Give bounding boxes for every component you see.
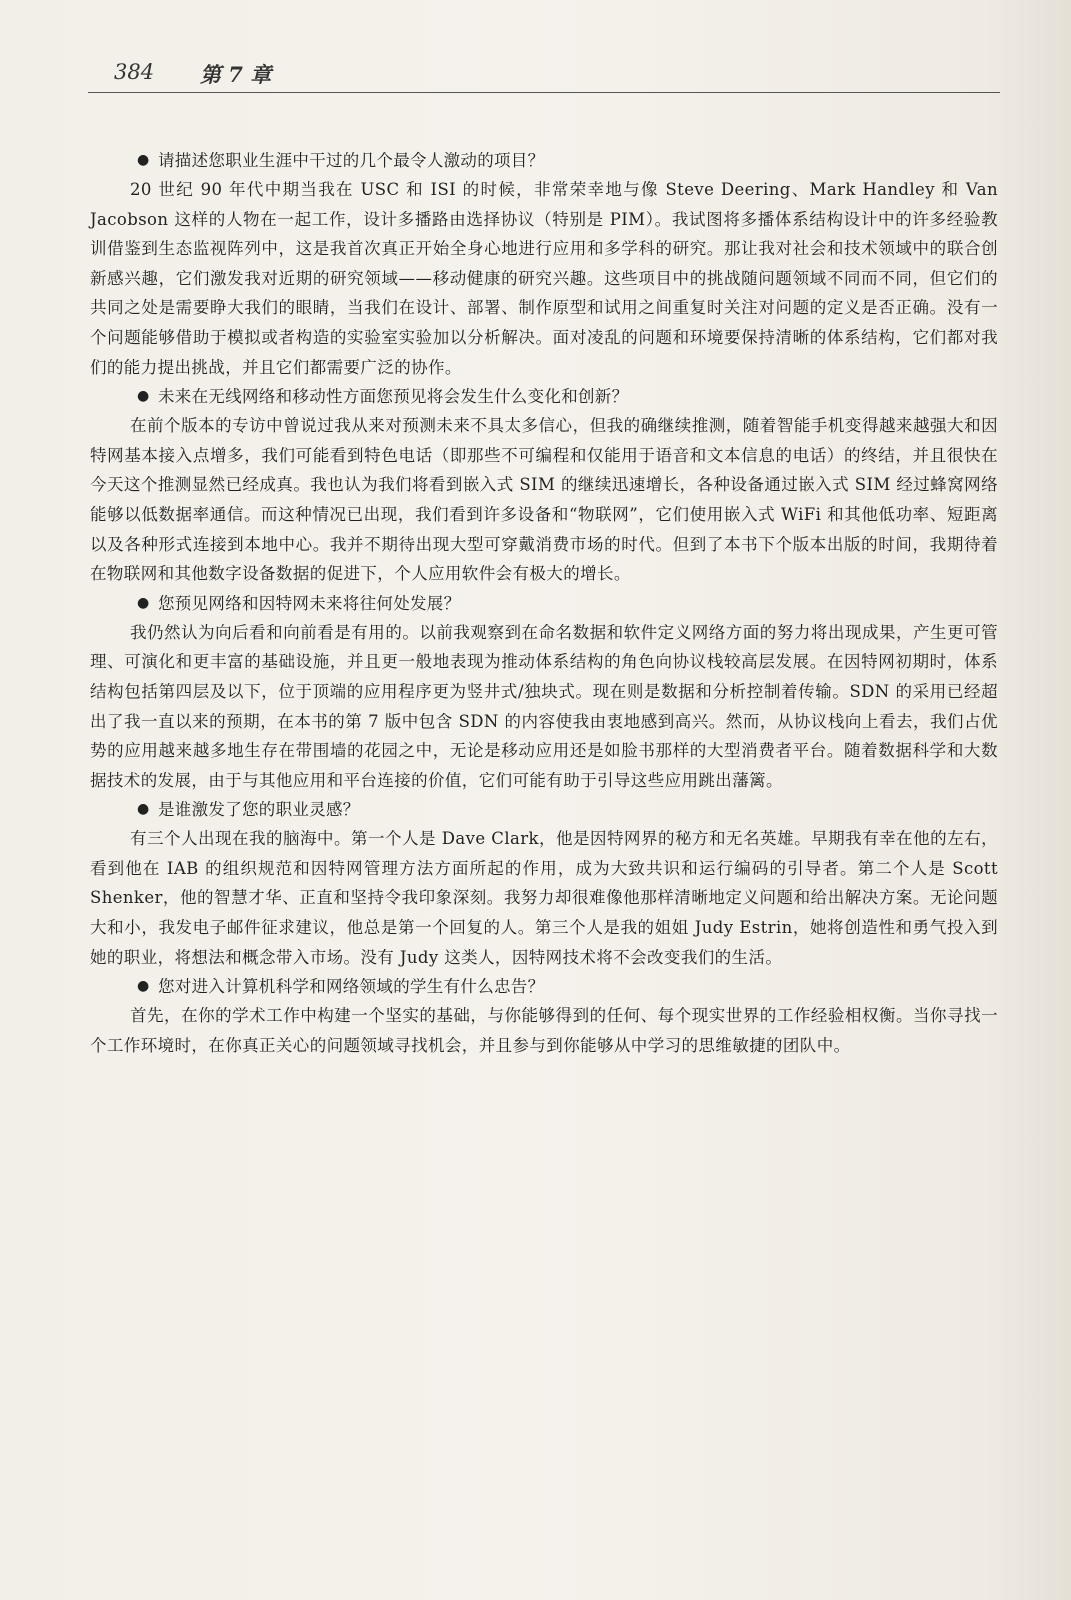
page-number: 384 <box>114 60 155 84</box>
bullet-icon: ● <box>137 801 150 818</box>
bullet-icon: ● <box>137 594 150 611</box>
bullet-icon: ● <box>137 388 150 405</box>
answer-5: 首先，在你的学术工作中构建一个坚实的基础，与你能够得到的任何、每个现实世界的工作经验相权衡。当你寻找一个工作环境时，在你真正关心的问题领域寻找机会，并且参与到你能够从中学习的思维敏捷的团队中。 <box>90 1006 998 1055</box>
answer-1: 20 世纪 90 年代中期当我在 USC 和 ISI 的时候，非常荣幸地与像 Steve Deering、Mark Handley 和 Van Jacobson 这样的人物在一起工作，设计多播路由选择协议（特别是 PIM）。我试图将多播体系结构设计中的许多经验教训借鉴到生态监视阵列中，这是我首次真正开始全身心地进行应用和多学科的研究。那让我对社会和技术领域中的联合创新感兴趣，它们激发我对近期的研究领域——移动健康的研究兴趣。这些项目中的挑战随问题领域不同而不同，但它们的共同之处是需要睁大我们的眼睛，当我们在设计、部署、制作原型和试用之间重复时关注对问题的定义是否正确。没有一个问题能够借助于模拟或者构造的实验室实验加以分析解决。面对凌乱的问题和环境要保持清晰的体系结构，它们都对我们的能力提出挑战，并且它们都需要广泛的协作。 <box>90 180 998 377</box>
question-4: ● 是谁激发了您的职业灵感？ <box>90 795 998 824</box>
question-2: ● 未来在无线网络和移动性方面您预见将会发生什么变化和创新？ <box>90 382 998 411</box>
bullet-icon: ● <box>137 152 150 168</box>
question-1: ● 请描述您职业生涯中干过的几个最令人激动的项目？ <box>90 146 998 175</box>
answer-4: 有三个人出现在我的脑海中。第一个人是 Dave Clark，他是因特网界的秘方和无名英雄。早期我有幸在他的左右，看到他在 IAB 的组织规范和因特网管理方法方面所起的作用，成为大致共识和运行编码的引导者。第二个人是 Scott Shenker，他的智慧才华、正直和坚持令我印象深刻。我努力却很难像他那样清晰地定义问题和给出解决方案。无论问题大和小，我发电子邮件征求建议，他总是第一个回复的人。第三个人是我的姐姐 Judy Estrin，她将创造性和勇气投入到她的职业，将想法和概念带入市场。没有 Judy 这类人，因特网技术将不会改变我们的生活。 <box>90 829 998 967</box>
answer-3: 我仍然认为向后看和向前看是有用的。以前我观察到在命名数据和软件定义网络方面的努力将出现成果，产生更可管理、可演化和更丰富的基础设施，并且更一般地表现为推动体系结构的角色向协议栈较高层发展。在因特网初期时，体系结构包括第四层及以下，位于顶端的应用程序更为竖井式/独块式。现在则是数据和分析控制着传输。SDN 的采用已经超出了我一直以来的预期，在本书的第 7 版中包含 SDN 的内容使我由衷地感到高兴。然而，从协议栈向上看去，我们占优势的应用越来越多地生存在带围墙的花园之中，无论是移动应用还是如脸书那样的大型消费者平台。随着数据科学和大数据技术的发展，由于与其他应用和平台连接的价值，它们可能有助于引导这些应用跳出藩篱。 <box>90 622 998 790</box>
question-5: ● 您对进入计算机科学和网络领域的学生有什么忠告？ <box>90 972 998 1001</box>
bullet-icon: ● <box>137 978 150 995</box>
page-header <box>88 56 1000 93</box>
interview-content <box>90 146 998 1060</box>
chapter-label: 第 7 章 <box>200 62 272 87</box>
question-3: ● 您预见网络和因特网未来将往何处发展？ <box>90 589 998 618</box>
answer-2: 在前个版本的专访中曾说过我从来对预测未来不具太多信心，但我的确继续推测，随着智能手机变得越来越强大和因特网基本接入点增多，我们可能看到特色电话（即那些不可编程和仅能用于语音和文本信息的电话）的终结，并且很快在今天这个推测显然已经成真。我也认为我们将看到嵌入式 SIM 的继续迅速增长，各种设备通过嵌入式 SIM 经过蜂窝网络能够以低数据率通信。而这种情况已出现，我们看到许多设备和“物联网”，它们使用嵌入式 WiFi 和其他低功率、短距离以及各种形式连接到本地中心。我并不期待出现大型可穿戴消费市场的时代。但到了本书下个版本出版的时间，我期待着在物联网和其他数字设备数据的促进下，个人应用软件会有极大的增长。 <box>90 416 998 584</box>
